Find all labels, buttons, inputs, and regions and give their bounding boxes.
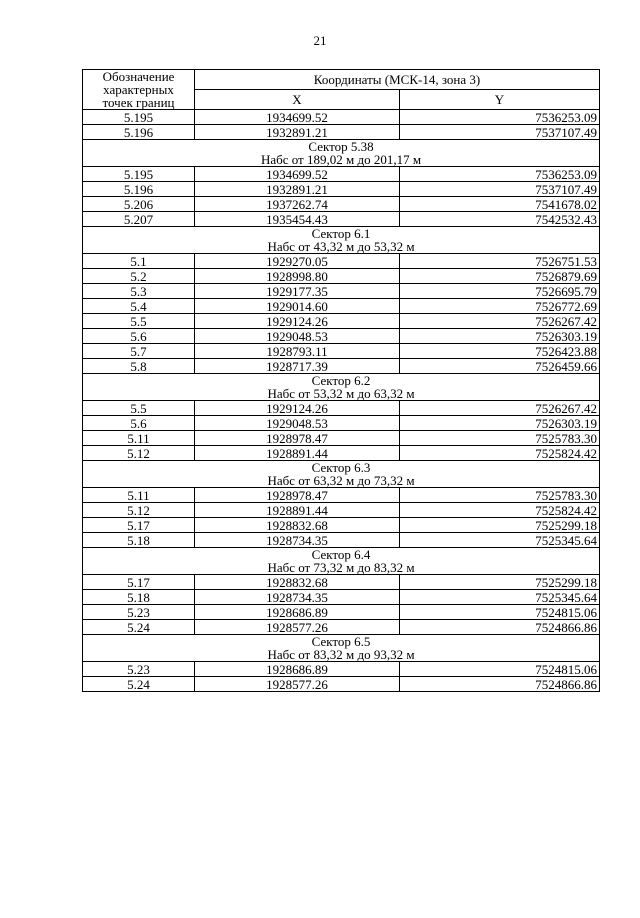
sector-title: Сектор 6.5 — [311, 634, 371, 649]
table-row — [83, 590, 600, 605]
x-coordinate-cell: 1928998.80 — [195, 269, 400, 284]
y-coordinate-cell: 7525299.18 — [400, 575, 600, 590]
sector-heading — [83, 374, 600, 401]
table-row — [83, 620, 600, 635]
table-row — [83, 269, 600, 284]
table-row — [83, 329, 600, 344]
sector-title: Сектор 6.4 — [311, 547, 371, 562]
point-id-cell: 5.4 — [83, 299, 195, 314]
x-coordinate-cell: 1929124.26 — [195, 401, 400, 416]
table-row — [83, 677, 600, 692]
table-row — [83, 110, 600, 125]
sector-heading — [83, 140, 600, 167]
sector-title: Сектор 6.3 — [311, 460, 371, 475]
y-coordinate-cell: 7525299.18 — [400, 518, 600, 533]
y-coordinate-cell: 7526459.66 — [400, 359, 600, 374]
sector-height-range: Набс от 73,32 м до 83,32 м — [267, 560, 415, 575]
sector-heading — [83, 461, 600, 488]
sector-height-range: Набс от 83,32 м до 93,32 м — [267, 647, 415, 662]
y-coordinate-cell: 7526695.79 — [400, 284, 600, 299]
point-id-cell: 5.24 — [83, 677, 195, 692]
designation-header-line: Обозначение — [102, 69, 175, 84]
table-row — [83, 416, 600, 431]
point-id-cell: 5.18 — [83, 590, 195, 605]
table-row — [83, 446, 600, 461]
point-id-cell: 5.23 — [83, 605, 195, 620]
y-coordinate-cell: 7525824.42 — [400, 503, 600, 518]
x-coordinate-cell: 1929048.53 — [195, 329, 400, 344]
x-coordinate-cell: 1928978.47 — [195, 488, 400, 503]
x-coordinate-cell: 1928978.47 — [195, 431, 400, 446]
y-coordinate-cell: 7524866.86 — [400, 620, 600, 635]
table-row — [83, 431, 600, 446]
x-coordinate-cell: 1928891.44 — [195, 503, 400, 518]
table-body — [83, 110, 600, 692]
point-id-cell: 5.24 — [83, 620, 195, 635]
sector-row — [83, 461, 600, 488]
sector-height-range: Набс от 63,32 м до 73,32 м — [267, 473, 415, 488]
point-id-cell: 5.196 — [83, 182, 195, 197]
y-coordinate-cell: 7524866.86 — [400, 677, 600, 692]
x-coordinate-cell: 1932891.21 — [195, 125, 400, 140]
y-coordinate-cell: 7525783.30 — [400, 431, 600, 446]
point-id-cell: 5.5 — [83, 401, 195, 416]
sector-title: Сектор 6.1 — [311, 226, 371, 241]
y-coordinate-cell: 7525345.64 — [400, 590, 600, 605]
designation-header-line: характерных — [103, 82, 174, 97]
x-coordinate-cell: 1928891.44 — [195, 446, 400, 461]
x-coordinate-cell: 1937262.74 — [195, 197, 400, 212]
point-id-cell: 5.2 — [83, 269, 195, 284]
point-id-cell: 5.23 — [83, 662, 195, 677]
table-row — [83, 401, 600, 416]
x-coordinate-cell: 1934699.52 — [195, 167, 400, 182]
y-coordinate-cell: 7537107.49 — [400, 182, 600, 197]
x-coordinate-cell: 1928734.35 — [195, 590, 400, 605]
y-coordinate-cell: 7526267.42 — [400, 401, 600, 416]
x-coordinate-cell: 1928793.11 — [195, 344, 400, 359]
y-coordinate-cell: 7524815.06 — [400, 662, 600, 677]
x-coordinate-cell: 1929014.60 — [195, 299, 400, 314]
point-id-cell: 5.8 — [83, 359, 195, 374]
designation-header-line: точек границ — [102, 95, 175, 110]
table-row — [83, 314, 600, 329]
coordinates-header: Координаты (МСК-14, зона 3) — [195, 70, 600, 90]
y-coordinate-cell: 7526751.53 — [400, 254, 600, 269]
sector-title: Сектор 5.38 — [308, 139, 374, 154]
table-row — [83, 662, 600, 677]
point-id-cell: 5.11 — [83, 488, 195, 503]
point-id-cell: 5.206 — [83, 197, 195, 212]
point-id-cell: 5.6 — [83, 416, 195, 431]
point-id-cell: 5.18 — [83, 533, 195, 548]
y-coordinate-cell: 7525783.30 — [400, 488, 600, 503]
y-coordinate-cell: 7524815.06 — [400, 605, 600, 620]
table-row — [83, 212, 600, 227]
x-coordinate-cell: 1929177.35 — [195, 284, 400, 299]
table-row — [83, 605, 600, 620]
sector-heading — [83, 227, 600, 254]
sector-row — [83, 374, 600, 401]
x-coordinate-cell: 1928577.26 — [195, 677, 400, 692]
x-coordinate-cell: 1935454.43 — [195, 212, 400, 227]
table-row — [83, 359, 600, 374]
y-coordinate-cell: 7536253.09 — [400, 167, 600, 182]
table-row — [83, 488, 600, 503]
point-id-cell: 5.7 — [83, 344, 195, 359]
sector-height-range: Набс от 53,32 м до 63,32 м — [267, 386, 415, 401]
coordinates-table — [82, 69, 600, 692]
sector-title: Сектор 6.2 — [311, 373, 371, 388]
table-row — [83, 533, 600, 548]
y-coordinate-cell: 7526303.19 — [400, 329, 600, 344]
point-id-cell: 5.11 — [83, 431, 195, 446]
point-id-cell: 5.5 — [83, 314, 195, 329]
x-coordinate-cell: 1929048.53 — [195, 416, 400, 431]
point-id-cell: 5.207 — [83, 212, 195, 227]
sector-row — [83, 548, 600, 575]
x-coordinate-cell: 1928734.35 — [195, 533, 400, 548]
y-coordinate-cell: 7526423.88 — [400, 344, 600, 359]
y-coordinate-cell: 7537107.49 — [400, 125, 600, 140]
x-coordinate-cell: 1934699.52 — [195, 110, 400, 125]
y-coordinate-cell: 7526772.69 — [400, 299, 600, 314]
x-coordinate-cell: 1932891.21 — [195, 182, 400, 197]
sector-height-range: Набс от 43,32 м до 53,32 м — [267, 239, 415, 254]
point-id-cell: 5.195 — [83, 167, 195, 182]
sector-heading — [83, 548, 600, 575]
sector-heading — [83, 635, 600, 662]
y-coordinate-cell: 7525345.64 — [400, 533, 600, 548]
y-coordinate-cell: 7542532.43 — [400, 212, 600, 227]
sector-row — [83, 635, 600, 662]
y-header: Y — [400, 90, 600, 110]
table-row — [83, 344, 600, 359]
table-header — [83, 70, 600, 110]
point-id-cell: 5.1 — [83, 254, 195, 269]
x-coordinate-cell: 1929270.05 — [195, 254, 400, 269]
table-row — [83, 167, 600, 182]
y-coordinate-cell: 7526303.19 — [400, 416, 600, 431]
x-coordinate-cell: 1929124.26 — [195, 314, 400, 329]
y-coordinate-cell: 7541678.02 — [400, 197, 600, 212]
point-id-cell: 5.3 — [83, 284, 195, 299]
x-header: X — [195, 90, 400, 110]
table-row — [83, 299, 600, 314]
table-row — [83, 125, 600, 140]
point-id-cell: 5.17 — [83, 575, 195, 590]
page-number: 21 — [313, 33, 327, 48]
point-id-cell: 5.12 — [83, 503, 195, 518]
x-coordinate-cell: 1928832.68 — [195, 518, 400, 533]
sector-row — [83, 227, 600, 254]
table-row — [83, 503, 600, 518]
x-coordinate-cell: 1928686.89 — [195, 662, 400, 677]
x-coordinate-cell: 1928717.39 — [195, 359, 400, 374]
x-coordinate-cell: 1928686.89 — [195, 605, 400, 620]
y-coordinate-cell: 7526879.69 — [400, 269, 600, 284]
point-id-cell: 5.17 — [83, 518, 195, 533]
y-coordinate-cell: 7525824.42 — [400, 446, 600, 461]
point-id-cell: 5.195 — [83, 110, 195, 125]
sector-height-range: Набс от 189,02 м до 201,17 м — [260, 152, 422, 167]
x-coordinate-cell: 1928832.68 — [195, 575, 400, 590]
y-coordinate-cell: 7526267.42 — [400, 314, 600, 329]
point-id-cell: 5.196 — [83, 125, 195, 140]
x-coordinate-cell: 1928577.26 — [195, 620, 400, 635]
sector-row — [83, 140, 600, 167]
table-row — [83, 575, 600, 590]
point-id-cell: 5.6 — [83, 329, 195, 344]
table-row — [83, 254, 600, 269]
designation-header — [83, 70, 195, 110]
point-id-cell: 5.12 — [83, 446, 195, 461]
y-coordinate-cell: 7536253.09 — [400, 110, 600, 125]
table-row — [83, 182, 600, 197]
table-row — [83, 518, 600, 533]
table-row — [83, 197, 600, 212]
table-row — [83, 284, 600, 299]
